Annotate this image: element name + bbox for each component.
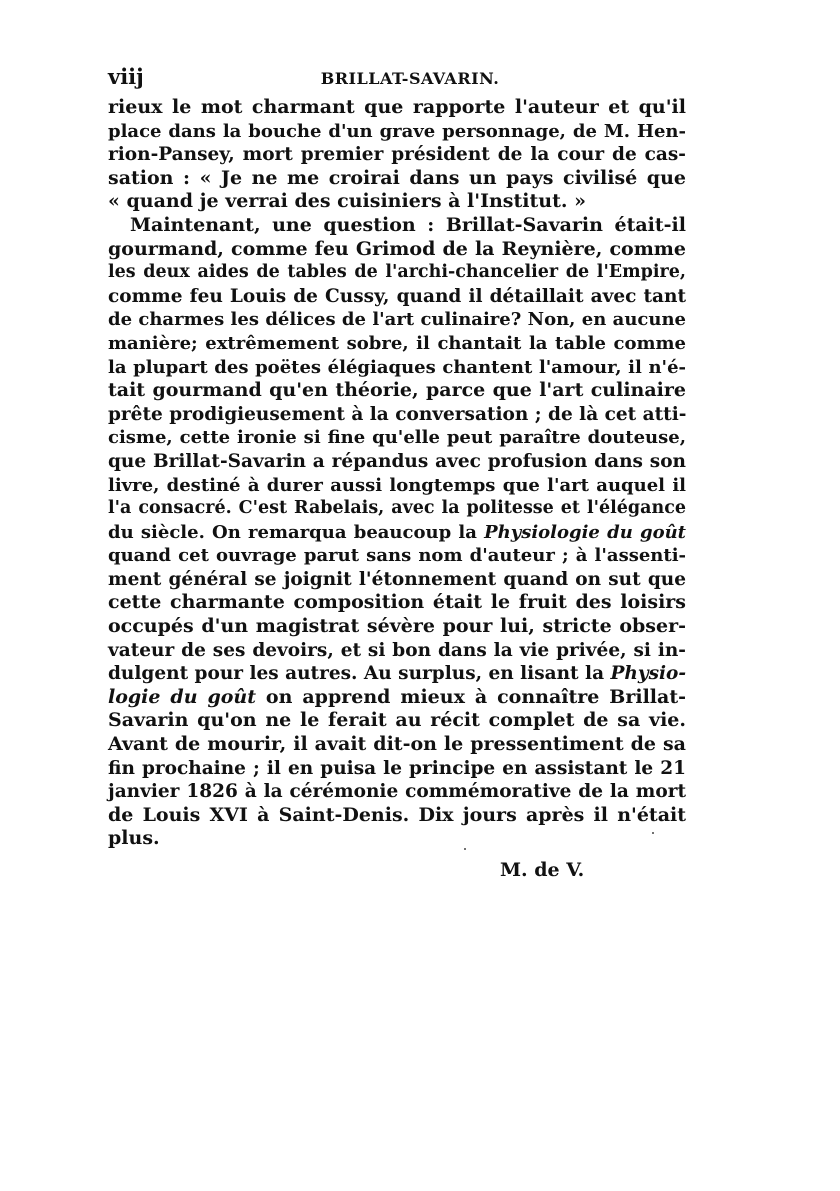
text-line: rion-Pansey, mort premier président de la cour de cas-	[108, 144, 686, 166]
text-line: rieux le mot charmant que rapporte l'auteur et qu'il	[108, 96, 686, 118]
text-line: que Brillat-Savarin a répandus avec profusion dans son	[108, 450, 686, 472]
text-line: cisme, cette ironie si fine qu'elle peut paraître douteuse,	[108, 427, 686, 449]
text-line: occupés d'un magistrat sévère pour lui, stricte obser-	[108, 615, 686, 638]
text-line: comme feu Louis de Cussy, quand il détaillait avec tant	[108, 285, 686, 307]
text-line: prête prodigieusement à la conversation ; de là cet atti-	[108, 403, 687, 425]
text-line: de Louis XVI à Saint-Denis. Dix jours après il n'était	[108, 803, 686, 826]
text-line: sation : « Je ne me croirai dans un pays civilisé que	[108, 166, 686, 189]
text-line: la plupart des poëtes élégiaques chantent l'amour, il n'é-	[108, 356, 686, 378]
text-line: dulgent pour les autres. Au surplus, en lisant la Physio-	[108, 663, 687, 685]
text-line: janvier 1826 à la cérémonie commémorative de la mort	[108, 781, 686, 803]
text-line: plus.	[108, 827, 160, 850]
text-line: fin prochaine ; il en puisa le principe en assistant le 21	[108, 757, 686, 779]
text-line: du siècle. On remarqua beaucoup la Physiologie du goût	[108, 521, 686, 543]
page-number: viij	[108, 64, 144, 89]
text-line: vateur de ses devoirs, et si bon dans la vie privée, si in-	[108, 639, 686, 661]
text-line: place dans la bouche d'un grave personnage, de M. Hen-	[108, 120, 686, 142]
text-line: cette charmante composition était le fruit des loisirs	[108, 591, 686, 614]
text-line: de charmes les délices de l'art culinaire? Non, en aucune	[108, 309, 686, 331]
running-head: BRILLAT-SAVARIN.	[320, 69, 500, 88]
text-line: ment général se joignit l'étonnement quand on sut que	[108, 568, 686, 590]
text-line: Maintenant, une question : Brillat-Savarin était-il	[130, 213, 686, 236]
text-line: Avant de mourir, il avait dit-on le pressentiment de sa	[108, 733, 686, 756]
text-line: tait gourmand qu'en théorie, parce que l'art culinaire	[108, 379, 686, 402]
body-text	[108, 96, 686, 851]
print-speck	[464, 848, 466, 850]
text-line: logie du goût on apprend mieux à connaître Brillat-	[108, 685, 686, 708]
text-line: « quand je verrai des cuisiniers à l'Institut. »	[108, 190, 586, 213]
text-line: gourmand, comme feu Grimod de la Reynière, comme	[108, 237, 686, 260]
text-line: l'a consacré. C'est Rabelais, avec la politesse et l'élégance	[108, 498, 686, 519]
text-line: Savarin qu'on ne le ferait au récit complet de sa vie.	[108, 709, 686, 732]
text-line: livre, destiné à durer aussi longtemps que l'art auquel il	[108, 474, 686, 496]
text-line: les deux aides de tables de l'archi-chancelier de l'Empire,	[108, 262, 686, 283]
signature: M. de V.	[500, 859, 585, 881]
print-speck	[652, 832, 654, 834]
text-line: manière; extrêmement sobre, il chantait la table comme	[108, 332, 686, 354]
text-line: quand cet ouvrage parut sans nom d'auteur ; à l'assenti-	[108, 545, 686, 567]
